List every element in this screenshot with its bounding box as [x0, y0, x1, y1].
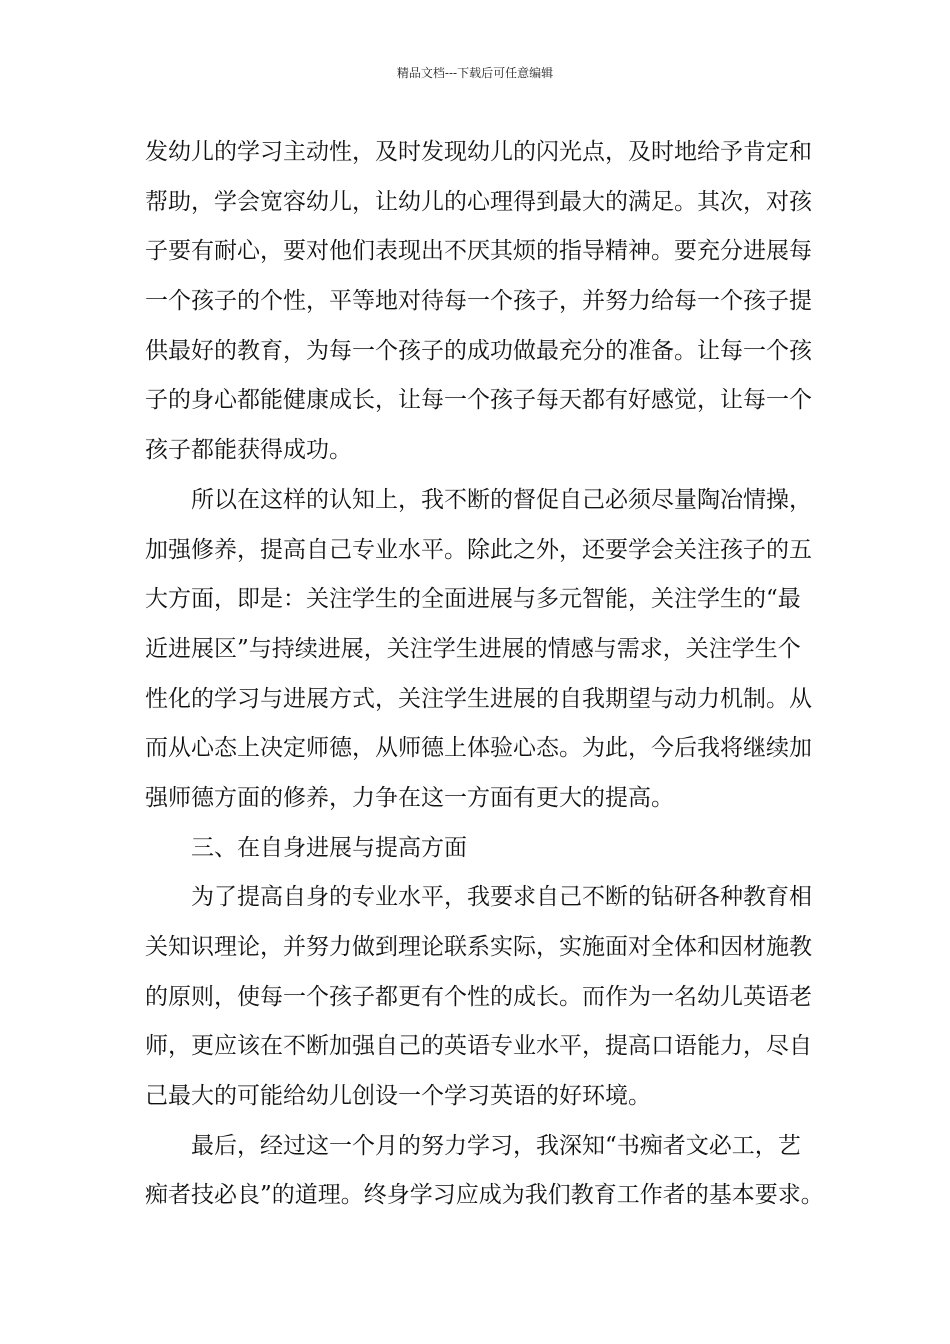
text-line: 为了提高自身的专业水平，我要求自己不断的钻研各种教育相	[145, 884, 812, 911]
text-line: 大方面，即是：关注学生的全面进展与多元智能，关注学生的“最	[145, 586, 801, 613]
text-line: 的原则，使每一个孩子都更有个性的成长。而作为一名幼儿英语老	[145, 983, 812, 1010]
section-heading: 三、在自身进展与提高方面	[145, 834, 467, 861]
document-body	[145, 128, 825, 1221]
text-line: 最后，经过这一个月的努力学习，我深知“书痴者文必工，艺	[145, 1132, 801, 1159]
page-header: 精品文档---下载后可任意编辑	[396, 66, 554, 80]
text-line: 关知识理论，并努力做到理论联系实际，实施面对全体和因材施教	[145, 934, 812, 960]
text-line: 加强修养，提高自己专业水平。除此之外，还要学会关注孩子的五	[145, 536, 812, 563]
text-line: 近进展区”与持续进展，关注学生进展的情感与需求，关注学生个	[145, 635, 801, 662]
text-line: 所以在这样的认知上，我不断的督促自己必须尽量陶冶情操，	[145, 486, 812, 513]
text-line: 痴者技必良”的道理。终身学习应成为我们教育工作者的基本要求。	[145, 1182, 824, 1209]
text-line: 己最大的可能给幼儿创设一个学习英语的好环境。	[145, 1083, 651, 1110]
text-line: 一个孩子的个性，平等地对待每一个孩子，并努力给每一个孩子提	[145, 288, 812, 315]
text-line: 子的身心都能健康成长，让每一个孩子每天都有好感觉，让每一个	[145, 387, 812, 414]
text-line: 性化的学习与进展方式，关注学生进展的自我期望与动力机制。从	[145, 685, 812, 712]
text-line: 强师德方面的修养，力争在这一方面有更大的提高。	[145, 784, 674, 811]
text-line: 而从心态上决定师德，从师德上体验心态。为此，今后我将继续加	[145, 735, 812, 762]
text-line: 师，更应该在不断加强自己的英语专业水平，提高口语能力，尽自	[145, 1033, 812, 1060]
text-line: 子要有耐心，要对他们表现出不厌其烦的指导精神。要充分进展每	[145, 238, 812, 265]
text-line: 供最好的教育，为每一个孩子的成功做最充分的准备。让每一个孩	[145, 337, 812, 364]
text-line: 发幼儿的学习主动性，及时发现幼儿的闪光点，及时地给予肯定和	[145, 139, 812, 165]
text-line: 孩子都能获得成功。	[145, 437, 352, 464]
text-line: 帮助，学会宽容幼儿，让幼儿的心理得到最大的满足。其次，对孩	[145, 188, 812, 215]
